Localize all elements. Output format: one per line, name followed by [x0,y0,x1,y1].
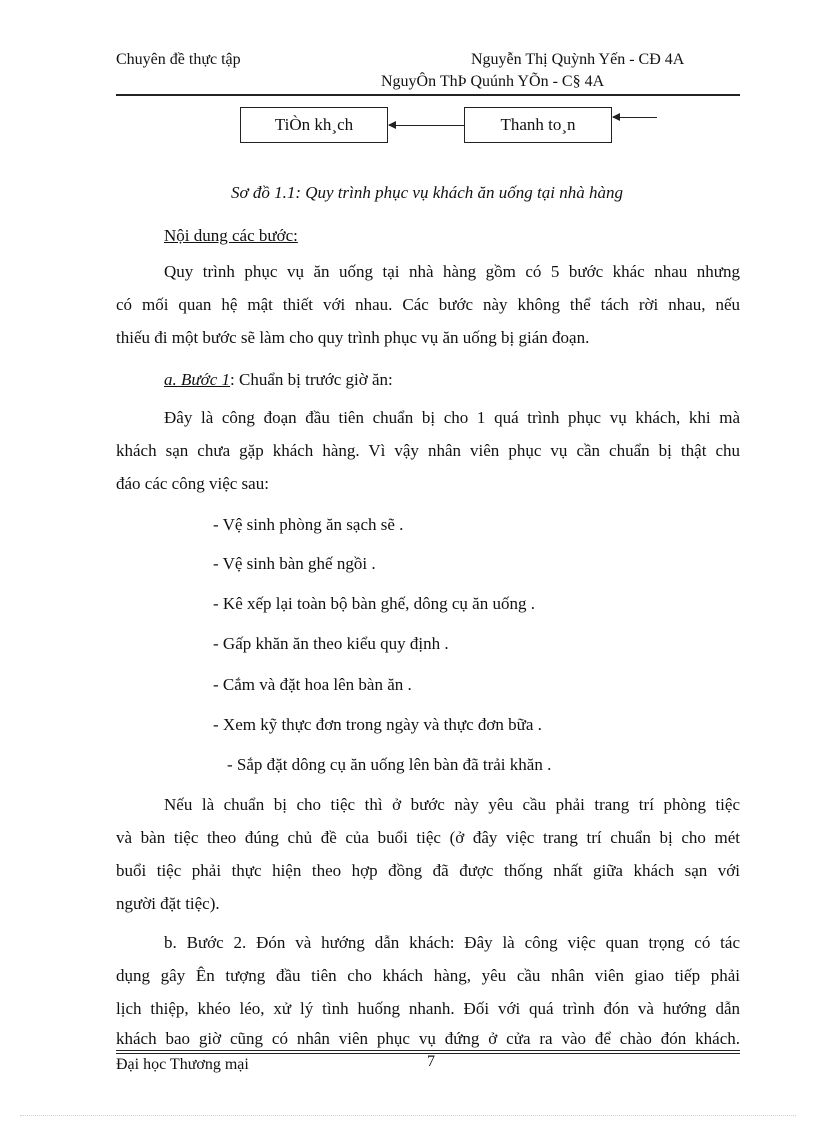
bullet-item: - Gấp khăn ăn theo kiểu quy định . [213,634,449,653]
step-a-line-3: đáo các công việc sau: [116,474,269,493]
footer-left: Đại học Thương mại [116,1056,249,1073]
arrow-head-icon [388,121,396,129]
step-b-line-4: khách bao giờ cũng có nhân viên phục vụ đứng ở cửa ra vào để chào đón khách. [116,1029,740,1048]
section-title: Nội dung các bước: [164,226,298,245]
step-b-line-1: b. Bước 2. Đón và hướng dẫn khách: Đây là công việc quan trọng có tác [164,933,740,952]
intro-line-1: Quy trình phục vụ ăn uống tại nhà hàng gồm có 5 bước khác nhau nhưng [164,262,740,281]
bullet-item: - Vệ sinh phòng ăn sạch sẽ . [213,515,404,534]
header-garbled: NguyÔn ThÞ Quúnh YÕn - C§ 4A [381,73,605,90]
intro-line-2: có mối quan hệ mật thiết với nhau. Các bước này không thể tách rời nhau, nếu [116,295,740,314]
page-edge-dots [20,1115,796,1116]
party-line-3: buổi tiệc phải thực hiện theo hợp đồng đã được thống nhất giữa khách sạn với [116,861,740,880]
arrow-to-tien-khach [389,125,464,126]
arrow-to-thanh-toan [613,117,657,118]
bullet-item: - Cắm và đặt hoa lên bàn ăn . [213,675,412,694]
party-line-2: và bàn tiệc theo đúng chủ đề của buổi tiệc (ở đây việc trang trí chuẩn bị cho mét [116,828,740,847]
party-line-4: người đặt tiệc). [116,894,220,913]
bullet-item: - Sắp đặt dông cụ ăn uống lên bàn đã trải khăn . [227,755,552,774]
bullet-item: - Xem kỹ thực đơn trong ngày và thực đơn bữa . [213,715,542,734]
step-b-line-2: dụng gây Ên tượng đầu tiên cho khách hàng, yêu cầu nhân viên giao tiếp phải [116,966,740,985]
step-a-label: a. Bước 1 [164,370,231,389]
step-b-line-3: lịch thiệp, khéo léo, xử lý tình huống nhanh. Đối với quá trình đón và hướng dẫn [116,999,740,1018]
step-a-heading [164,370,393,390]
header-rule [116,94,740,96]
footer-rule-top [116,1050,740,1051]
arrow-head-icon [612,113,620,121]
step-a-line-2: khách sạn chưa gặp khách hàng. Vì vậy nhân viên phục vụ cần chuẩn bị thật chu [116,441,740,460]
intro-line-3: thiếu đi một bước sẽ làm cho quy trình phục vụ ăn uống bị gián đoạn. [116,328,590,347]
box-thanh-toan: Thanh to¸n [464,107,612,143]
bullet-item: - Kê xếp lại toàn bộ bàn ghế, dông cụ ăn uống . [213,594,535,613]
diagram-caption: Sơ đồ 1.1: Quy trình phục vụ khách ăn uống tại nhà hàng [231,183,623,202]
box-tien-khach: TiÒn kh¸ch [240,107,388,143]
page-number: 7 [427,1053,435,1070]
step-a-text: : Chuẩn bị trước giờ ăn: [230,370,393,389]
step-a-line-1: Đây là công đoạn đầu tiên chuẩn bị cho 1 quá trình phục vụ khách, khi mà [164,408,740,427]
header-left: Chuyên đề thực tập [116,51,241,68]
bullet-item: - Vệ sinh bàn ghế ngồi . [213,554,376,573]
party-line-1: Nếu là chuẩn bị cho tiệc thì ở bước này yêu cầu phải trang trí phòng tiệc [164,795,740,814]
header-right: Nguyễn Thị Quỳnh Yến - CĐ 4A [471,51,685,68]
